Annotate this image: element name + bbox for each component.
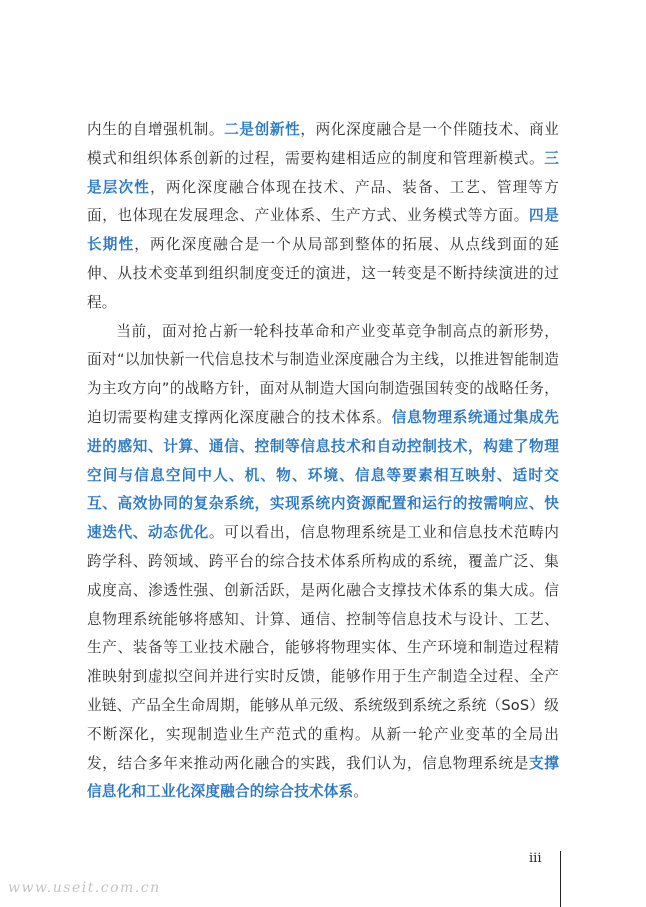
highlight-cps-definition: 信息物理系统通过集成先进的感知、计算、通信、控制等信息技术和自动控制技术，构建了物理空间与信息空间中人、机、物、环境、信息等要素相互映射、适时交互、高效协同的复杂系统，实现系统内资源配置和运行的按需响应、快速迭代、动态优化 bbox=[87, 408, 559, 542]
paragraph-1-text-3: ，两化深度融合体现在技术、产品、装备、工艺、管理等方面，也体现在发展理念、产业体系、生产方式、业务模式等方面。 bbox=[87, 178, 559, 225]
paragraph-2-text-2: 。可以看出，信息物理系统是工业和信息技术范畴内跨学科、跨领域、跨平台的综合技术体系所构成的系统，覆盖广泛、集成度高、渗透性强、创新活跃，是两化融合支撑技术体系的集大成。信息物理系统能够将感知、计算、通信、控制等信息技术与设计、工艺、生产、装备等工业技术融合，能够将物理实体、生产环境和制造过程精准映射到虚拟空间并进行实时反馈，能够作用于生产制造全过程、全产业链、产品全生命周期，能够从单元级、系统级到系统之系统（SoS）级不断深化，实现制造业生产范式的重构。从新一轮产业变革的全局出发，结合多年来推动两化融合的实践，我们认为，信息物理系统是 bbox=[87, 524, 559, 772]
paragraph-1-text-1: 内生的自增强机制。 bbox=[87, 121, 225, 138]
watermark: www.useit.com.cn bbox=[8, 880, 161, 896]
paragraph-1-text-4: ，两化深度融合是一个从局部到整体的拓展、从点线到面的延伸、从技术变革到组织制度变迁的演进，这一转变是不断持续演进的过程。 bbox=[87, 236, 559, 311]
highlight-innovation: 二是创新性 bbox=[224, 121, 301, 138]
highlight-conclusion: 支撑信息化和工业化深度融合的综合技术体系 bbox=[87, 754, 559, 801]
paragraph-2 bbox=[87, 318, 559, 808]
paragraph-1 bbox=[87, 116, 559, 318]
page-number-rule bbox=[560, 851, 561, 907]
highlight-hierarchy: 三是层次性 bbox=[87, 149, 559, 196]
paragraph-2-text-3: 。 bbox=[353, 783, 369, 801]
paragraph-2-text-1: 当前，面对抢占新一轮科技革命和产业变革竞争制高点的新形势，面对“以加快新一代信息技术与制造业深度融合为主线，以推进智能制造为主攻方向”的战略方针，面对从制造大国向制造强国转变的战略任务，迫切需要构建支撑两化深度融合的技术体系。 bbox=[87, 322, 559, 426]
paragraph-1-text-2: ，两化深度融合是一个伴随技术、商业模式和组织体系创新的过程，需要构建相适应的制度和管理新模式。 bbox=[87, 121, 559, 167]
body-text bbox=[87, 116, 559, 807]
page-number: iii bbox=[529, 851, 542, 866]
highlight-long-term: 四是长期性 bbox=[87, 207, 559, 254]
